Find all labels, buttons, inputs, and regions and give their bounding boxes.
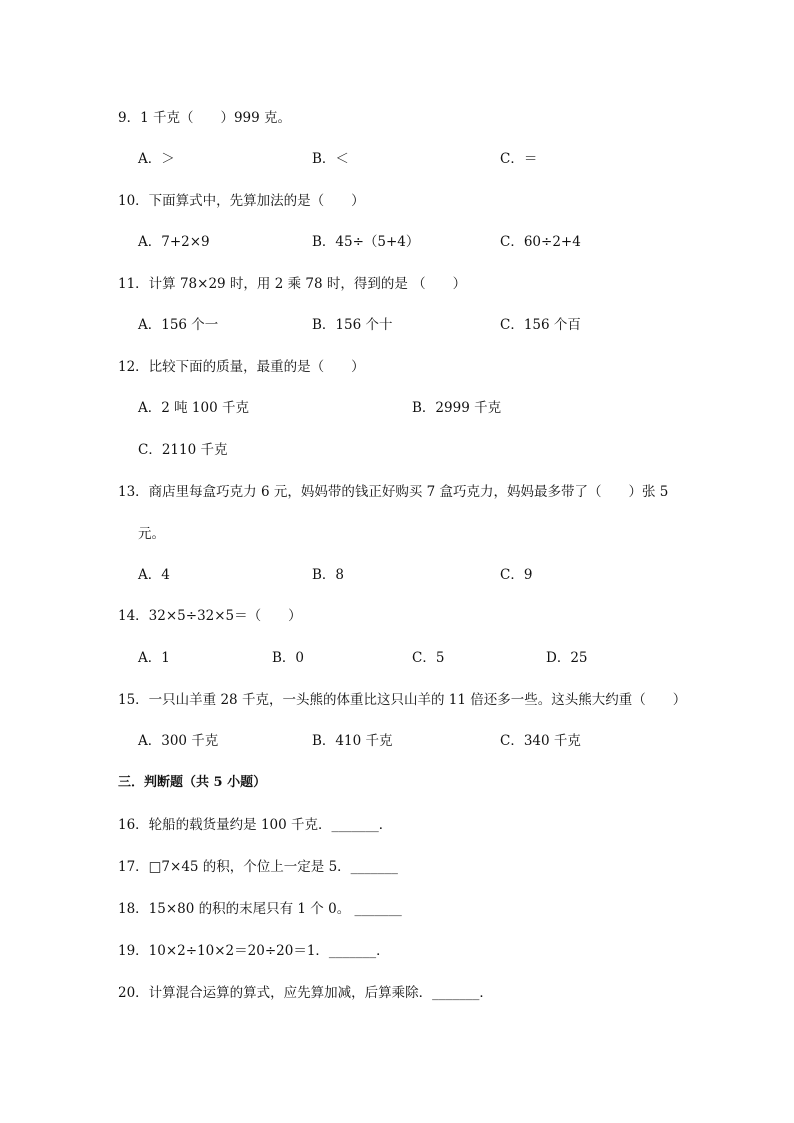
section-title: 三．判断题（共 5 小题）	[118, 775, 267, 790]
question-10-option-b: B．45÷（5+4）	[312, 234, 420, 250]
question-11-stem: 11．计算 78×29 时，用 2 乘 78 时，得到的是 （ ）	[118, 276, 467, 292]
question-13-option-c: C．9	[500, 567, 533, 583]
question-14-stem: 14．32×5÷32×5＝（ ）	[118, 608, 302, 624]
question-9-option-a: A．＞	[138, 151, 175, 167]
question-12-option-c: C．2110 千克	[138, 442, 228, 458]
question-11-option-b: B．156 个十	[312, 317, 393, 333]
judgment-18: 18．15×80 的积的末尾只有 1 个 0。 _______	[118, 901, 402, 917]
question-9-stem: 9．1 千克（ ）999 克。	[118, 110, 292, 126]
question-10-option-c: C．60÷2+4	[500, 234, 581, 250]
question-15-option-b: B．410 千克	[312, 733, 393, 749]
question-14-option-d: D．25	[546, 650, 588, 666]
judgment-17: 17．□7×45 的积，个位上一定是 5．_______	[118, 859, 398, 875]
question-10-option-a: A．7+2×9	[138, 234, 210, 250]
question-10-stem: 10．下面算式中，先算加法的是（ ）	[118, 193, 365, 209]
question-14-option-a: A．1	[138, 650, 170, 666]
question-14-option-c: C．5	[412, 650, 445, 666]
question-11-option-c: C．156 个百	[500, 317, 581, 333]
question-11-option-a: A．156 个一	[138, 317, 219, 333]
question-15-option-a: A．300 千克	[138, 733, 219, 749]
question-13-option-a: A．4	[138, 567, 170, 583]
question-12-option-a: A．2 吨 100 千克	[138, 400, 249, 416]
judgment-19: 19．10×2÷10×2＝20÷20＝1．_______．	[118, 943, 390, 959]
question-13-option-b: B．8	[312, 567, 345, 583]
question-12-option-b: B．2999 千克	[412, 400, 502, 416]
question-15-option-c: C．340 千克	[500, 733, 581, 749]
judgment-20: 20．计算混合运算的算式，应先算加减，后算乘除．_______．	[118, 985, 493, 1001]
question-15-stem: 15．一只山羊重 28 千克，一头熊的体重比这只山羊的 11 倍还多一些。这头熊大约重（ ）	[118, 692, 687, 708]
question-12-stem: 12．比较下面的质量，最重的是（ ）	[118, 359, 365, 375]
judgment-16: 16．轮船的载货量约是 100 千克．_______．	[118, 817, 393, 833]
question-9-option-b: B．＜	[312, 151, 349, 167]
question-13-stem-continued: 元。	[138, 526, 165, 542]
question-14-option-b: B．0	[272, 650, 305, 666]
question-13-stem: 13．商店里每盒巧克力 6 元，妈妈带的钱正好购买 7 盒巧克力，妈妈最多带了（ ）张 5	[118, 484, 669, 500]
question-9-option-c: C．＝	[500, 151, 538, 167]
